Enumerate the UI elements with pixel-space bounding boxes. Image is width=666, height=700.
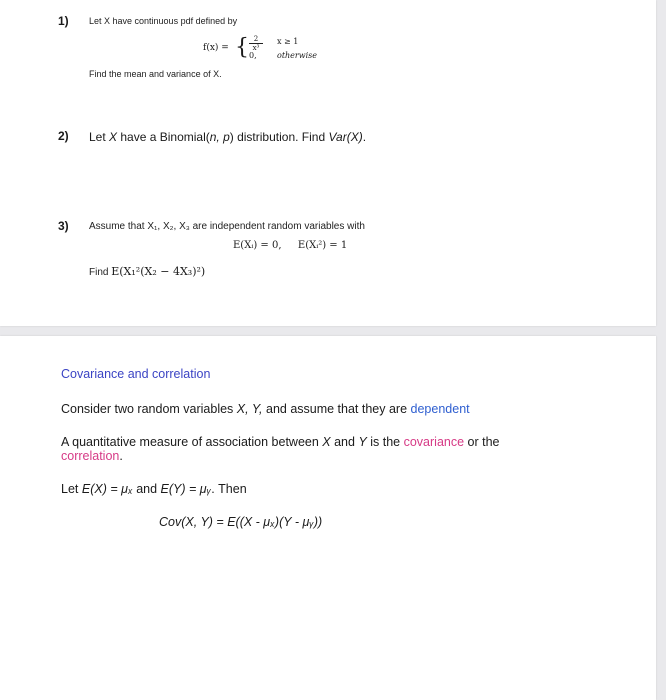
dependent-term: dependent bbox=[410, 402, 470, 416]
notes-line-4 bbox=[61, 482, 247, 496]
p2-text-b: have a Binomial( bbox=[117, 130, 210, 144]
section-heading: Covariance and correlation bbox=[61, 367, 211, 381]
line4-text-a: Let bbox=[61, 482, 82, 496]
line4-ey: E(Y) = μᵧ bbox=[160, 482, 212, 496]
covariance-notes-page bbox=[0, 336, 656, 700]
covariance-formula: Cov(X, Y) = E((X - μₓ)(Y - μᵧ)) bbox=[159, 515, 323, 529]
case2-condition: otherwise bbox=[277, 51, 317, 60]
case1-denominator: x³ bbox=[252, 44, 260, 52]
p2-text-d: . bbox=[362, 130, 367, 144]
cases-brace: { bbox=[235, 35, 249, 60]
problem-3-find bbox=[89, 265, 205, 278]
correlation-term: correlation bbox=[61, 449, 120, 463]
line4-and: and bbox=[132, 482, 161, 496]
problem-1-number: 1) bbox=[58, 14, 69, 28]
line2-x: X bbox=[322, 435, 331, 449]
p3-find-label: Find bbox=[89, 267, 112, 278]
line1-text-a: Consider two random variables bbox=[61, 402, 237, 416]
line2-text-c: or the bbox=[464, 435, 500, 449]
notes-line-1 bbox=[61, 402, 470, 416]
line3-end: . bbox=[119, 449, 123, 463]
p3-condition-2: E(Xᵢ²) = 1 bbox=[297, 240, 348, 251]
line1-vars: X, Y, bbox=[236, 402, 263, 416]
line2-text-a: A quantitative measure of association between bbox=[61, 435, 323, 449]
problem-3-text: Assume that X₁, X₂, X₃ are independent random variables with bbox=[89, 221, 365, 232]
p3-condition-1: E(Xᵢ) = 0, bbox=[233, 240, 282, 251]
problem-1-question: Find the mean and variance of X. bbox=[89, 69, 222, 79]
covariance-term: covariance bbox=[403, 435, 465, 449]
p2-var: X bbox=[109, 130, 118, 144]
p2-target: Var(X) bbox=[328, 130, 363, 144]
line4-ex: E(X) = μₓ bbox=[81, 482, 133, 496]
p2-text-a: Let bbox=[89, 130, 110, 144]
problem-3-conditions bbox=[233, 240, 347, 251]
line2-and: and bbox=[330, 435, 359, 449]
case2-value: 0, bbox=[249, 51, 257, 60]
problem-3-number: 3) bbox=[58, 219, 69, 233]
problem-1-intro: Let X have continuous pdf defined by bbox=[89, 16, 238, 26]
case1-numerator: 2 bbox=[249, 35, 263, 44]
p2-params: n, p bbox=[209, 130, 230, 144]
notes-line-3 bbox=[61, 449, 123, 463]
problem-2-text bbox=[89, 130, 366, 144]
problem-2-number: 2) bbox=[58, 129, 69, 143]
p2-text-c: ) distribution. Find bbox=[229, 130, 329, 144]
p3-find-expression: E(X₁²(X₂ − 4X₃)²) bbox=[111, 265, 206, 278]
line1-text-b: and assume that they are bbox=[262, 402, 411, 416]
line2-y: Y bbox=[358, 435, 367, 449]
line2-text-b: is the bbox=[366, 435, 404, 449]
problems-page bbox=[0, 0, 656, 326]
case1-condition: x ≥ 1 bbox=[277, 37, 299, 46]
pdf-lhs: f(x) = bbox=[203, 43, 229, 53]
case1-fraction bbox=[249, 35, 263, 52]
notes-line-2 bbox=[61, 435, 500, 449]
line4-then: . Then bbox=[211, 482, 247, 496]
